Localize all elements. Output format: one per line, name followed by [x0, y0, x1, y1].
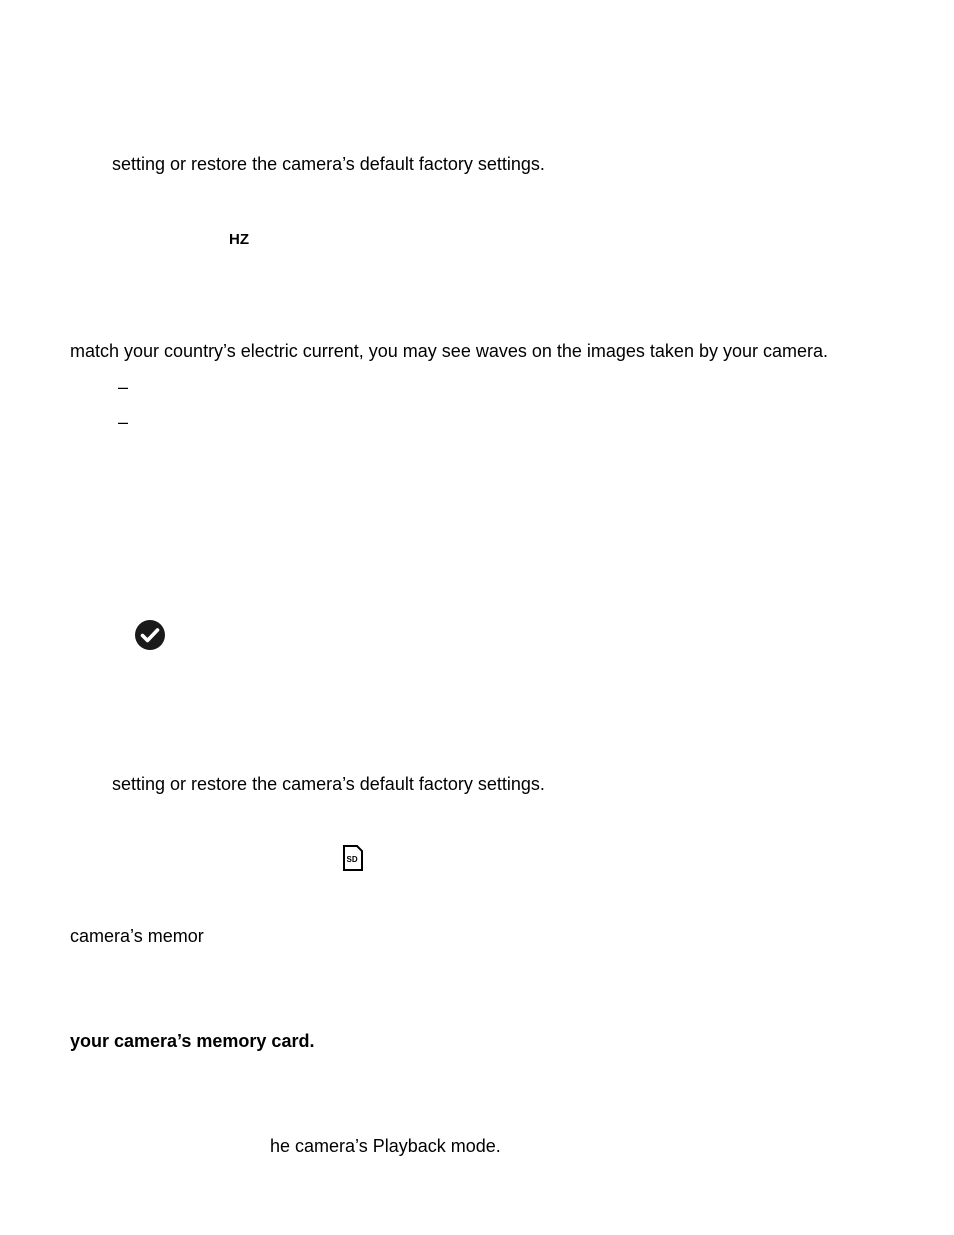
text-line-factory-settings-2: setting or restore the camera’s default factory settings. [112, 774, 545, 794]
svg-text:SD: SD [346, 855, 358, 864]
svg-text:HZ: HZ [229, 231, 249, 246]
text-line-playback-mode: he camera’s Playback mode. [270, 1136, 501, 1156]
dash-bullet-2: – [118, 412, 129, 432]
sd-card-icon [342, 845, 364, 871]
text-line-electric-current: match your country’s electric current, you may see waves on the images taken by your camera. [70, 341, 829, 361]
checkmark-circle-icon [134, 619, 166, 651]
text-line-factory-settings-1: setting or restore the camera’s default factory settings. [112, 154, 545, 174]
dash-bullet-1: – [118, 377, 129, 397]
text-line-memory: camera’s memor [70, 926, 204, 946]
text-line-memory-card-bold: your camera’s memory card. [70, 1031, 315, 1051]
hz-icon [229, 230, 249, 246]
